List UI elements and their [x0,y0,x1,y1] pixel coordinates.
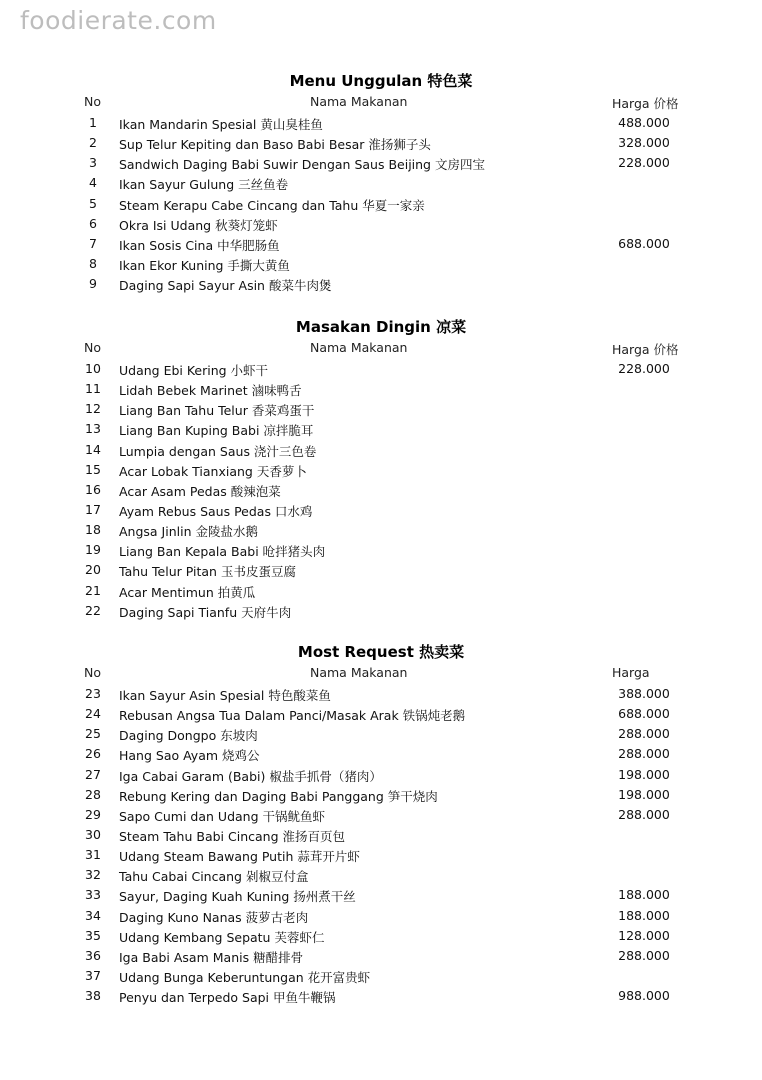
item-price: 128.000 [618,927,670,943]
menu-item-row [0,256,762,276]
item-name: Lidah Bebek Marinet 滷味鸭舌 [119,383,302,399]
menu-item-row [0,236,762,256]
item-price: 288.000 [618,726,670,742]
item-price: 388.000 [618,686,670,701]
item-name: Steam Kerapu Cabe Cincang dan Tahu 华夏一家亲 [119,197,425,213]
column-header-no: No [84,665,101,680]
item-number: 33 [85,887,101,903]
section-title: Masakan Dingin 凉菜 [295,318,467,336]
menu-item-row [0,196,762,216]
menu-item-row [0,887,762,907]
item-name: Rebung Kering dan Daging Babi Panggang 笋干烧肉 [119,788,438,804]
item-name: Daging Sapi Tianfu 天府牛肉 [119,604,292,620]
item-number: 7 [89,235,97,251]
item-name: Okra Isi Udang 秋葵灯笼虾 [119,217,278,233]
item-number: 26 [85,746,101,762]
item-price: 688.000 [618,235,670,251]
menu-item-row [0,216,762,236]
item-number: 22 [85,602,101,618]
menu-list [0,115,762,296]
item-price: 288.000 [618,947,670,963]
item-name: Liang Ban Kuping Babi 凉拌脆耳 [119,423,314,439]
column-header-no: No [84,340,101,355]
item-number: 38 [85,988,101,1004]
column-header-price: Harga 价格 [612,342,679,357]
item-name: Iga Babi Asam Manis 糖醋排骨 [119,949,304,965]
menu-list [0,686,762,1008]
item-number: 6 [89,215,97,231]
item-name: Daging Kuno Nanas 菠萝古老肉 [119,909,309,925]
menu-item-row [0,583,762,603]
item-number: 19 [85,542,101,558]
menu-item-row [0,135,762,155]
menu-item-row [0,948,762,968]
menu-item-row [0,542,762,562]
item-price: 188.000 [618,907,670,923]
menu-item-row [0,276,762,296]
item-number: 2 [89,135,97,151]
column-header-name: Nama Makanan [310,665,408,680]
menu-item-row [0,706,762,726]
menu-item-row [0,928,762,948]
item-price: 228.000 [618,361,670,376]
menu-item-row [0,562,762,582]
item-number: 13 [85,421,101,437]
item-number: 25 [85,726,101,742]
menu-item-row [0,746,762,766]
item-name: Sandwich Daging Babi Suwir Dengan Saus Beijing 文房四宝 [119,157,485,173]
item-name: Iga Cabai Garam (Babi) 椒盐手抓骨（猪肉） [119,768,382,784]
item-name: Ikan Sayur Asin Spesial 特色酸菜鱼 [119,688,331,703]
item-number: 23 [85,686,101,701]
menu-item-row [0,482,762,502]
item-price: 198.000 [618,786,670,802]
menu-item-row [0,988,762,1008]
item-number: 24 [85,706,101,722]
item-number: 21 [85,582,101,598]
item-number: 15 [85,461,101,477]
column-header-price: Harga [612,665,650,680]
item-name: Udang Kembang Sepatu 芙蓉虾仁 [119,929,325,945]
item-name: Liang Ban Tahu Telur 香菜鸡蛋干 [119,403,315,419]
column-header-no: No [84,94,101,109]
item-number: 3 [89,155,97,171]
item-name: Ikan Sosis Cina 中华肥肠鱼 [119,237,280,253]
menu-item-row [0,502,762,522]
item-number: 30 [85,826,101,842]
item-number: 10 [85,361,101,376]
menu-item-row [0,686,762,706]
item-price: 988.000 [618,988,670,1004]
menu-item-row [0,361,762,381]
menu-item-row [0,968,762,988]
item-price: 198.000 [618,766,670,782]
menu-item-row [0,175,762,195]
menu-item-row [0,115,762,135]
menu-item-row [0,847,762,867]
item-name: Ikan Mandarin Spesial 黄山臭桂鱼 [119,117,323,132]
item-name: Hang Sao Ayam 烧鸡公 [119,748,260,764]
menu-item-row [0,787,762,807]
item-number: 32 [85,867,101,883]
menu-item-row [0,442,762,462]
item-number: 34 [85,907,101,923]
item-name: Sup Telur Kepiting dan Baso Babi Besar 淮扬狮子头 [119,137,431,153]
menu-item-row [0,908,762,928]
menu-item-row [0,401,762,421]
item-name: Rebusan Angsa Tua Dalam Panci/Masak Arak 铁锅炖老鹅 [119,708,466,724]
item-number: 31 [85,847,101,863]
item-number: 14 [85,441,101,457]
menu-item-row [0,767,762,787]
menu-item-row [0,603,762,623]
item-number: 36 [85,947,101,963]
menu-item-row [0,807,762,827]
item-price: 228.000 [618,155,670,171]
item-number: 20 [85,562,101,578]
item-name: Steam Tahu Babi Cincang 淮扬百页包 [119,828,345,844]
item-number: 17 [85,501,101,517]
menu-item-row [0,421,762,441]
item-price: 288.000 [618,806,670,822]
item-number: 28 [85,786,101,802]
menu-item-row [0,867,762,887]
item-number: 27 [85,766,101,782]
section-title: Menu Unggulan 特色菜 [289,72,473,90]
item-price: 288.000 [618,746,670,762]
column-header-name: Nama Makanan [310,340,408,355]
item-name: Daging Dongpo 东坡肉 [119,728,258,744]
item-number: 11 [85,381,101,397]
item-number: 9 [89,276,97,292]
menu-item-row [0,381,762,401]
item-name: Tahu Cabai Cincang 剁椒豆付盒 [119,869,309,885]
item-number: 37 [85,967,101,983]
item-name: Ayam Rebus Saus Pedas 口水鸡 [119,503,313,519]
item-price: 488.000 [618,115,670,130]
item-number: 29 [85,806,101,822]
menu-item-row [0,155,762,175]
item-number: 1 [89,115,97,130]
item-number: 18 [85,522,101,538]
item-name: Angsa Jinlin 金陵盐水鹅 [119,524,258,540]
item-price: 328.000 [618,135,670,151]
watermark-logo: foodierate.com [20,6,217,35]
item-number: 12 [85,401,101,417]
item-name: Ikan Ekor Kuning 手撕大黄鱼 [119,257,290,273]
item-name: Udang Steam Bawang Putih 蒜茸开片虾 [119,849,360,865]
item-name: Acar Asam Pedas 酸辣泡菜 [119,483,281,499]
menu-item-row [0,827,762,847]
menu-item-row [0,462,762,482]
item-name: Penyu dan Terpedo Sapi 甲鱼牛鞭锅 [119,990,336,1006]
menu-list [0,361,762,623]
menu-item-row [0,522,762,542]
item-number: 8 [89,255,97,271]
item-number: 16 [85,481,101,497]
menu-item-row [0,726,762,746]
item-number: 5 [89,195,97,211]
column-header-price: Harga 价格 [612,96,679,111]
item-number: 4 [89,175,97,191]
item-name: Acar Mentimun 拍黄瓜 [119,584,256,600]
item-name: Sayur, Daging Kuah Kuning 扬州煮干丝 [119,889,356,905]
item-name: Liang Ban Kepala Babi 呛拌猪头肉 [119,544,326,560]
item-name: Udang Ebi Kering 小虾干 [119,363,269,378]
item-name: Lumpia dengan Saus 浇汁三色卷 [119,443,317,459]
item-price: 188.000 [618,887,670,903]
item-number: 35 [85,927,101,943]
item-name: Ikan Sayur Gulung 三丝鱼卷 [119,177,289,193]
item-price: 688.000 [618,706,670,722]
item-name: Sapo Cumi dan Udang 干锅鱿鱼虾 [119,808,325,824]
item-name: Daging Sapi Sayur Asin 酸菜牛肉煲 [119,278,332,294]
section-title: Most Request 热卖菜 [297,643,465,661]
item-name: Tahu Telur Pitan 玉书皮蛋豆腐 [119,564,296,580]
item-name: Udang Bunga Keberuntungan 花开富贵虾 [119,969,371,985]
column-header-name: Nama Makanan [310,94,408,109]
item-name: Acar Lobak Tianxiang 天香萝卜 [119,463,307,479]
